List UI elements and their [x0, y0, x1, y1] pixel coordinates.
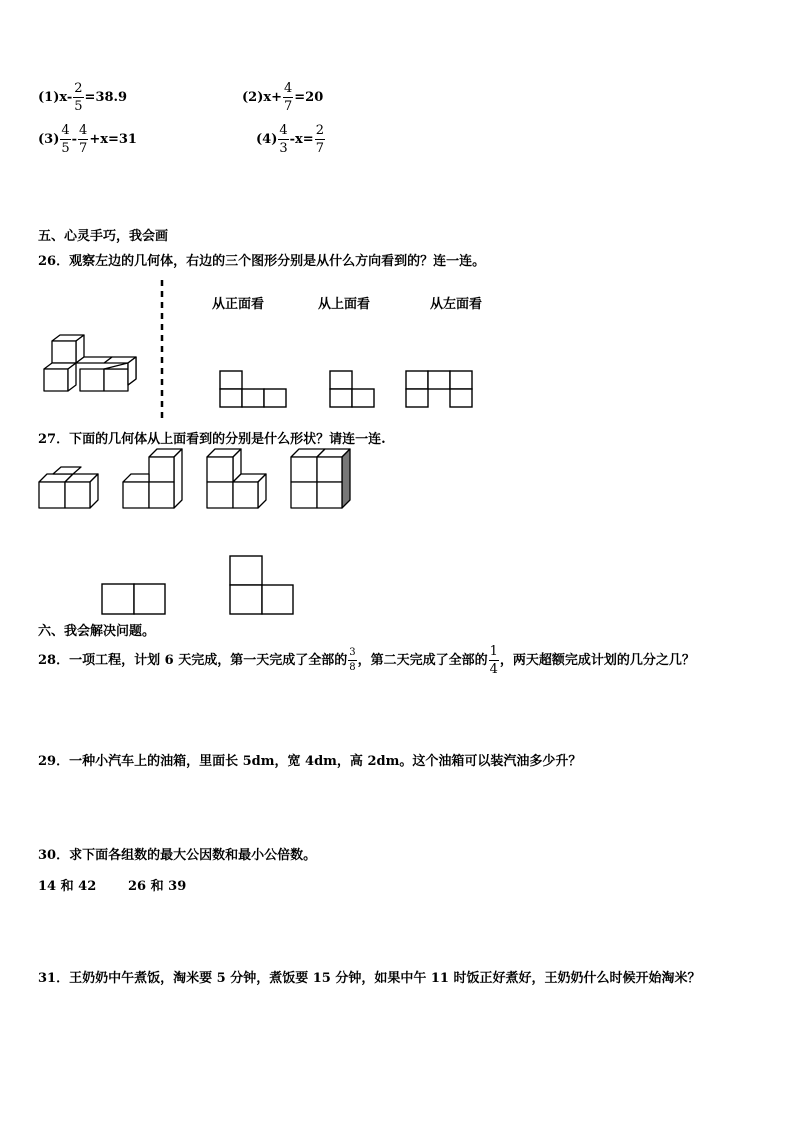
question-29: 29．一种小汽车上的油箱，里面长 5dm，宽 4dm，高 2dm。这个油箱可以装汽油多少升？	[38, 754, 582, 769]
q26-solid-figure	[40, 335, 140, 395]
q27-solid-4[interactable]	[290, 448, 352, 512]
question-31: 31．王奶奶中午煮饭，淘米要 5 分钟，煮饭要 15 分钟，如果中午 11 时饭正好煮好，王奶奶什么时候开始淘米？	[38, 971, 701, 986]
equation-2: (2)x+ $\frac{4}{7}$ =20	[242, 81, 324, 114]
cube	[44, 335, 136, 391]
fraction: $\frac{3}{8}$	[349, 647, 356, 673]
q27-solid-2[interactable]	[122, 448, 184, 512]
view-label-left: 从左面看	[430, 297, 483, 312]
q26-view-shape-3[interactable]	[405, 370, 475, 410]
fraction: $\frac{4}{7}$	[79, 123, 88, 156]
q27-view-shape-1[interactable]	[101, 583, 167, 617]
q26-view-shape-2[interactable]	[329, 370, 379, 410]
equation-1: (1)x- $\frac{2}{5}$ =38.9	[38, 81, 128, 114]
fraction: $\frac{2}{5}$	[74, 81, 83, 114]
question-26: 26．观察左边的几何体，右边的三个图形分别是从什么方向看到的？连一连。	[38, 254, 486, 269]
q26-view-shape-1[interactable]	[219, 370, 289, 410]
q27-solid-3[interactable]	[206, 448, 268, 512]
section-6-title: 六、我会解决问题。	[38, 624, 156, 639]
fraction: $\frac{2}{7}$	[315, 123, 324, 156]
q27-view-shape-2[interactable]	[229, 555, 295, 617]
question-27: 27．下面的几何体从上面看到的分别是什么形状？请连一连.	[38, 432, 386, 447]
fraction: $\frac{4}{3}$	[279, 123, 288, 156]
equation-3: (3) $\frac{4}{5}$ - $\frac{4}{7}$ +x=31	[38, 123, 137, 156]
q30-pair-1: 14 和 42	[38, 879, 97, 894]
dashed-divider	[160, 280, 164, 420]
section-5-title: 五、心灵手巧，我会画	[38, 229, 169, 244]
question-28: 28．一项工程，计划 6 天完成，第一天完成了全部的 $\frac{3}{8}$ ，第二天完成了全部的 $\frac{1}{4}$ ，两天超额完成计划的几分之几？	[38, 644, 695, 677]
view-label-top: 从上面看	[318, 297, 371, 312]
question-30: 30．求下面各组数的最大公因数和最小公倍数。	[38, 848, 317, 863]
fraction: $\frac{1}{4}$	[489, 644, 498, 677]
fraction: $\frac{4}{7}$	[284, 81, 293, 114]
equation-4: (4) $\frac{4}{3}$ -x= $\frac{2}{7}$	[256, 123, 324, 156]
q30-pair-2: 26 和 39	[128, 879, 187, 894]
fraction: $\frac{4}{5}$	[61, 123, 70, 156]
q27-solid-1[interactable]	[38, 466, 100, 512]
view-label-front: 从正面看	[212, 297, 265, 312]
